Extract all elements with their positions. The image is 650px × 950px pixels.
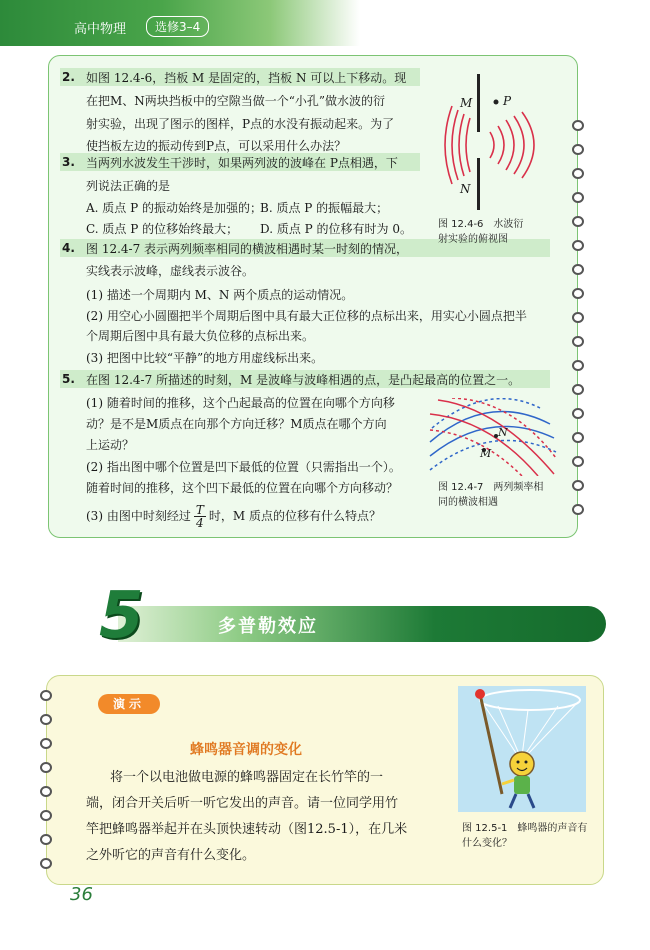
q3-line: 列说法正确的是 [86,179,171,193]
barrier-n [477,158,480,210]
eye-icon [525,761,528,764]
right-waves [490,112,534,178]
label-p: P [503,94,512,108]
q5-sub: (1) 随着时间的推移，这个凸起最高的位置在向哪个方向移 [86,396,395,410]
q5-last-line [86,504,381,529]
question-number: 4. [62,241,75,255]
buzzer-illustration [458,686,586,812]
q2-line: 在把M、N两块挡板中的空隙当做一个“小孔”做水波的衍 [86,94,386,108]
ring-icon [572,312,584,323]
figure-12-4-6 [440,72,560,212]
q4-sub: (3) 把图中比较“平静”的地方用虚线标出来。 [86,351,324,365]
ring-icon [572,144,584,155]
demo-title: 蜂鸣器音调的变化 [190,742,302,758]
question-number: 3. [62,155,75,169]
figure-caption-line: 同的横波相遇 [438,497,498,508]
ring-icon [40,858,52,869]
label-n: N [498,426,508,439]
q4-sub: (1) 描述一个周期内 M、N 两个质点的运动情况。 [86,288,354,302]
student-head [510,752,534,776]
q3-option: C. 质点 P 的位移始终最大； [86,222,239,236]
q3-line: 当两列水波发生干涉时，如果两列波的波峰在 P点相遇，下 [86,156,398,170]
ring-icon [40,810,52,821]
fraction [194,504,206,529]
q3-option: D. 质点 P 的位移有时为 0。 [260,222,412,236]
binder-rings-right [572,120,586,540]
ring-icon [572,504,584,515]
ring-icon [40,714,52,725]
point-p [494,100,499,105]
q5-sub: 动？是不是M质点在向那个方向迁移？M质点在哪个方向 [86,417,387,431]
q2-line: 使挡板左边的振动传到P点，可以采用什么办法？ [86,139,347,153]
eye-icon [517,761,520,764]
ring-icon [572,408,584,419]
figure-caption-line: 图 12.4-6 水波衍 [438,219,524,230]
ring-icon [572,336,584,347]
section-title: 多普勒效应 [218,616,318,637]
ring-icon [40,738,52,749]
ring-icon [572,384,584,395]
demo-line: 竿把蜂鸣器举起并在头顶快速转动（图12.5-1），在几米 [86,822,408,837]
interference-pattern [430,398,556,476]
book-title: 高中物理 [74,22,127,37]
ring-icon [572,168,584,179]
fraction-numerator: T [195,503,204,517]
q3-option: A. 质点 P 的振动始终是加强的； [86,201,262,215]
q4-line: 图 12.4-7 表示两列频率相同的横波相遇时某一时刻的情况， [86,242,409,256]
demo-badge: 演示 [98,694,160,714]
ring-icon [572,360,584,371]
ring-icon [572,264,584,275]
figure-caption-line: 射实验的俯视图 [438,234,508,245]
question-number: 5. [62,372,75,386]
figure-caption-line: 图 12.4-7 两列频率相 [438,482,544,493]
ring-icon [572,432,584,443]
q4-sub: 个周期后图中具有最大负位移的点标出来。 [86,329,315,343]
q5-sub: 随着时间的推移，这个凹下最低的位置在向哪个方向移动？ [86,481,399,495]
figure-12-4-7 [428,398,558,476]
ring-icon [572,120,584,131]
figure-caption-line: 图 12.5-1 蜂鸣器的声音有 [462,823,588,834]
left-waves [445,106,470,184]
volume-badge: 选修3–4 [146,16,209,37]
q4-line: 实线表示波峰，虚线表示波谷。 [86,264,255,278]
label-m: M [460,96,473,110]
q2-line: 如图 12.4-6，挡板 M 是固定的，挡板 N 可以上下移动。现 [86,71,407,85]
q5-sub: (2) 指出图中哪个位置是凹下最低的位置（只需指出一个）。 [86,460,401,474]
section-number: 5 [99,579,144,653]
buzzer-icon [475,689,485,699]
student-body [514,776,530,794]
binder-rings-left [40,690,54,890]
demo-line: 端，闭合开关后听一听它发出的声音。请一位同学用竹 [86,796,399,811]
q5-line: 在图 12.4-7 所描述的时刻，M 是波峰与波峰相遇的点，是凸起最高的位置之一。 [86,373,521,387]
barrier-m [477,74,480,132]
q4-sub: (2) 用空心小圆圈把半个周期后图中具有最大正位移的点标出来，用实心小圆点把半 [86,309,527,323]
ring-icon [572,192,584,203]
q5-sub: 上运动？ [86,438,135,452]
demo-line: 之外听它的声音有什么变化。 [86,848,256,863]
ring-icon [40,690,52,701]
label-m: M [480,447,492,460]
section-banner [118,606,606,642]
ring-icon [572,216,584,227]
q5-last-after: 时，M 质点的位移有什么特点？ [208,509,381,523]
page-number: 36 [70,884,93,905]
ring-icon [40,834,52,845]
figure-caption-line: 什么变化？ [462,838,512,849]
q5-last-before: (3) 由图中时刻经过 [86,509,191,523]
q2-line: 射实验，出现了图示的图样，P点的水没有振动起来。为了 [86,117,395,131]
demo-line: 将一个以电池做电源的蜂鸣器固定在长竹竿的一 [110,770,384,785]
question-number: 2. [62,70,75,84]
ring-icon [572,288,584,299]
ring-icon [572,456,584,467]
ring-icon [572,480,584,491]
label-n: N [460,182,471,196]
ring-icon [40,786,52,797]
ring-icon [40,762,52,773]
q3-option: B. 质点 P 的振幅最大； [260,201,389,215]
fraction-denominator: 4 [196,516,204,530]
ring-icon [572,240,584,251]
